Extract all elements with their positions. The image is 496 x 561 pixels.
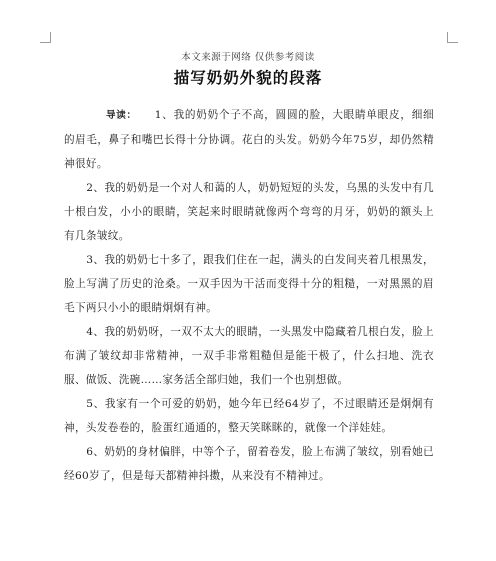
paragraph-6: 6、奶奶的身材偏胖，中等个子，留着卷发，脸上布满了皱纹，别看她已经60岁了，但是每天都精神抖擞，从来没有不精神过。 [64,446,434,482]
paragraph-5: 5、我家有一个可爱的奶奶，她今年已经64岁了，不过眼睛还是炯炯有神，头发卷卷的，脸蛋红通通的，整天笑眯眯的，就像一个洋娃娃。 [64,398,434,434]
paragraph-2: 2、我的奶奶是一个对人和蔼的人，奶奶短短的头发，乌黑的头发中有几十根白发，小小的眼睛，笑起来时眼睛就像两个弯弯的月牙，奶奶的额头上有几条皱纹。 [64,182,434,242]
page-title: 描写奶奶外貌的段落 [173,68,323,87]
paragraph-text: 1、我的奶奶个子不高，圆圆的脸，大眼睛单眼皮，细细的眉毛，鼻子和嘴巴长得十分协调。花白的头发。奶奶今年75岁，却仍然精神很好。 [64,109,434,170]
page-corner-mark-left [40,32,51,43]
paragraph-4: 4、我的奶奶呀，一双不太大的眼睛，一头黑发中隐藏着几根白发，脸上布满了皱纹却非常精神，一双手非常粗糙但是能干极了，什么扫地、洗衣服、做饭、洗碗……家务活全部归她，我们一个也别想做。 [64,326,434,386]
guide-label: 导读： [106,110,137,121]
source-note: 本文来源于网络 仅供参考阅读 [181,52,315,63]
paragraph-1 [64,103,434,176]
page-corner-mark-right [447,32,458,43]
article-body [64,103,434,488]
paragraph-3: 3、我的奶奶七十多了，跟我们住在一起，满头的白发间夹着几根黑发，脸上写满了历史的沧桑。一双手因为干活而变得十分的粗糙，一对黑黑的眉毛下两只小小的眼睛炯炯有神。 [64,254,434,314]
